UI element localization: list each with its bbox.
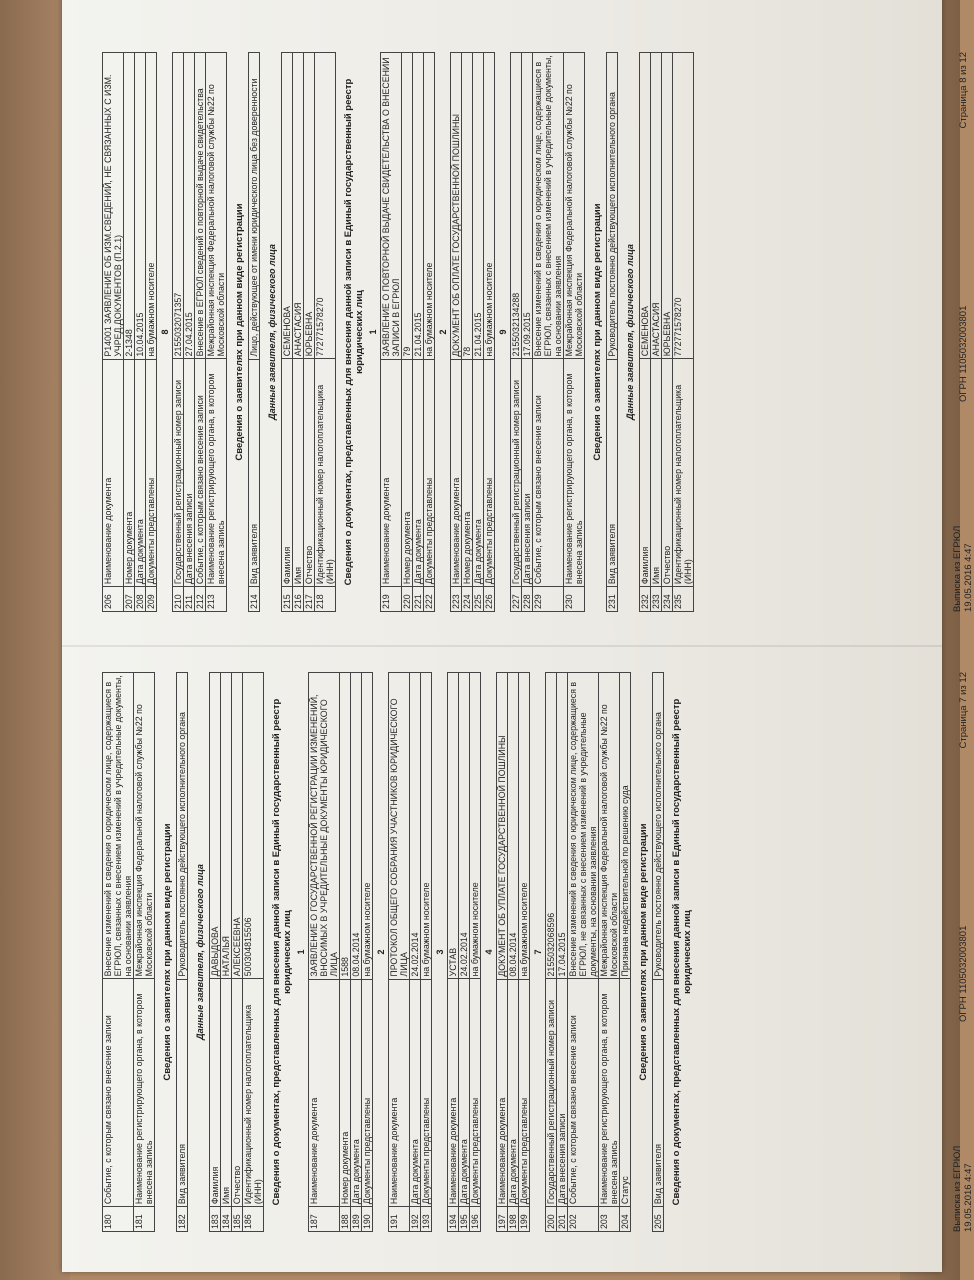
table-row — [195, 53, 206, 612]
table-row — [135, 53, 146, 612]
field-label: Наименование регистрирующего органа, в котором внесена запись — [134, 979, 155, 1207]
field-value: 2155032071357 — [173, 53, 184, 359]
section-heading: Сведения о документах, представленных для внесения данной записи в Единый государственный реестр юридических лиц — [343, 78, 365, 586]
table-row — [402, 53, 413, 612]
table-row — [653, 673, 664, 1232]
row-number: 192 — [410, 1207, 421, 1232]
footer-ogrn: ОГРН 1105032003801 — [958, 925, 969, 1022]
record-table — [496, 672, 530, 1232]
field-label: Наименование регистрирующего органа, в котором внесена запись — [599, 979, 620, 1207]
field-value: Руководитель постоянно действующего исполнительного органа — [653, 673, 664, 980]
group-number: 8 — [160, 329, 170, 335]
table-row — [662, 53, 673, 612]
field-label: Отчество — [232, 979, 243, 1207]
field-label: Событие, с которым связано внесение записи — [568, 979, 599, 1207]
field-label: Документы представлены — [146, 359, 157, 586]
field-value: 2155032134288 — [511, 53, 522, 359]
table-row — [651, 53, 662, 612]
table-row — [210, 673, 221, 1232]
subsection-heading: Данные заявителя, физического лица — [625, 244, 635, 420]
row-number: 211 — [184, 587, 195, 612]
record-table — [510, 52, 585, 612]
field-value: Межрайонная инспекция Федеральной налоговой службы №22 по Московской области — [206, 53, 227, 359]
table-row — [381, 53, 402, 612]
row-number: 208 — [135, 587, 146, 612]
row-number: 200 — [546, 1207, 557, 1232]
field-value: 772771578270 — [673, 53, 694, 359]
table-row — [206, 53, 227, 612]
row-number: 227 — [511, 587, 522, 612]
row-number: 209 — [146, 587, 157, 612]
table-row — [184, 53, 195, 612]
row-number: 196 — [470, 1207, 481, 1232]
field-label: Вид заявителя — [607, 359, 618, 586]
row-number: 230 — [564, 587, 585, 612]
row-number: 195 — [459, 1207, 470, 1232]
field-label: Государственный регистрационный номер записи — [173, 359, 184, 587]
row-number: 221 — [413, 587, 424, 612]
field-value: ДАВЫДОВА — [210, 673, 221, 979]
field-label: Дата документа — [351, 979, 362, 1206]
field-value: ДОКУМЕНТ ОБ ОПЛАТЕ ГОСУДАРСТВЕННОЙ ПОШЛИНЫ — [451, 53, 462, 360]
table-row — [173, 53, 184, 612]
page-8 — [102, 52, 974, 612]
field-label: Наименование регистрирующего органа, в котором внесена запись — [206, 359, 227, 587]
footer-title: Выписка из ЕГРЮЛ — [952, 1145, 963, 1232]
row-number: 203 — [599, 1207, 620, 1232]
row-number: 214 — [249, 587, 260, 612]
table-row — [304, 53, 315, 612]
field-value: ЗАЯВЛЕНИЕ О ПОВТОРНОЙ ВЫДАЧЕ СВИДЕТЕЛЬСТВА О ВНЕСЕНИИ ЗАПИСИ В ЕГРЮЛ — [381, 53, 402, 360]
row-number: 228 — [522, 587, 533, 612]
wooden-surface-left — [0, 0, 70, 1280]
table-row — [413, 53, 424, 612]
field-label: Идентификационный номер налогоплательщика (ИНН) — [315, 359, 336, 587]
row-number: 181 — [134, 1207, 155, 1232]
field-value: на бумажном носителе — [519, 673, 530, 980]
field-label: Имя — [221, 979, 232, 1207]
row-number: 187 — [309, 1207, 340, 1232]
field-label: Документы представлены — [362, 979, 373, 1206]
field-value: Р14001 ЗАЯВЛЕНИЕ ОБ ИЗМ.СВЕДЕНИЙ, НЕ СВЯЗАННЫХ С ИЗМ. УЧРЕД.ДОКУМЕНТОВ (П.2.1) — [103, 53, 124, 360]
field-value: ЗАЯВЛЕНИЕ О ГОСУДАРСТВЕННОЙ РЕГИСТРАЦИИ ИЗМЕНЕНИЙ, ВНОСИМЫХ В УЧРЕДИТЕЛЬНЫЕ ДОКУМЕНТЫ ЮРИДИЧЕСКОГО ЛИЦА — [309, 673, 340, 980]
record-table — [388, 672, 432, 1232]
row-number: 185 — [232, 1207, 243, 1232]
field-label: Вид заявителя — [177, 979, 188, 1206]
field-value: ПРОТОКОЛ ОБЩЕГО СОБРАНИЯ УЧАСТНИКОВ ЮРИДИЧЕСКОГО ЛИЦА — [389, 673, 410, 980]
row-number: 223 — [451, 587, 462, 612]
row-number: 183 — [210, 1207, 221, 1232]
field-value: СЕМЕНОВА — [282, 53, 293, 359]
row-number: 217 — [304, 587, 315, 612]
group-number: 1 — [296, 949, 306, 955]
field-label: Номер документа — [462, 359, 473, 586]
field-label: Имя — [651, 359, 662, 587]
field-value: 1588 — [340, 673, 351, 980]
row-number: 232 — [640, 587, 651, 612]
field-label: Дата документа — [473, 359, 484, 586]
record-table — [308, 672, 373, 1232]
table-row — [103, 673, 134, 1232]
table-row — [620, 673, 631, 1232]
table-row — [282, 53, 293, 612]
table-row — [508, 673, 519, 1232]
row-number: 202 — [568, 1207, 599, 1232]
record-table — [450, 52, 495, 612]
row-number: 197 — [497, 1207, 508, 1232]
table-row — [640, 53, 651, 612]
field-value: 500304815506 — [243, 673, 264, 979]
table-row — [564, 53, 585, 612]
table-row — [340, 673, 351, 1232]
field-label: Событие, с которым связано внесение записи — [103, 979, 134, 1207]
table-row — [519, 673, 530, 1232]
footer-extract-title — [952, 526, 974, 612]
field-label: Наименование документа — [448, 979, 459, 1207]
row-number: 180 — [103, 1207, 134, 1232]
row-number: 226 — [484, 587, 495, 612]
field-value: 17.09.2015 — [522, 53, 533, 359]
field-label: Номер документа — [340, 979, 351, 1206]
field-value: АНАСТАСИЯ — [651, 53, 662, 359]
field-label: Наименование документа — [389, 979, 410, 1207]
group-number: 2 — [376, 949, 386, 955]
row-number: 224 — [462, 587, 473, 612]
row-number: 205 — [653, 1207, 664, 1232]
field-label: Дата внесения записи — [557, 979, 568, 1207]
field-label: Идентификационный номер налогоплательщика (ИНН) — [243, 979, 264, 1207]
field-value: 10.04.2015 — [135, 53, 146, 360]
section-heading: Сведения о заявителях при данном виде регистрации — [638, 823, 649, 1081]
field-value: ЮРЬЕВНА — [304, 53, 315, 359]
field-label: Фамилия — [210, 979, 221, 1207]
field-value: СЕМЕНОВА — [640, 53, 651, 359]
field-label: Документы представлены — [421, 979, 432, 1207]
field-value: на бумажном носителе — [470, 673, 481, 979]
row-number: 182 — [177, 1207, 188, 1232]
subsection-heading: Данные заявителя, физического лица — [195, 864, 205, 1040]
group-number: 7 — [533, 949, 543, 955]
field-label: Документы представлены — [424, 359, 435, 587]
row-number: 233 — [651, 587, 662, 612]
table-row — [424, 53, 435, 612]
field-value: АНАСТАСИЯ — [293, 53, 304, 359]
field-value: УСТАВ — [448, 673, 459, 979]
field-value: Руководитель постоянно действующего исполнительного органа — [177, 673, 188, 980]
field-value: 21.04.2015 — [413, 53, 424, 360]
table-row — [389, 673, 410, 1232]
field-label: Вид заявителя — [653, 979, 664, 1206]
field-label: Дата документа — [459, 979, 470, 1207]
field-value: 08.04.2014 — [508, 673, 519, 980]
table-row — [607, 53, 618, 612]
row-number: 191 — [389, 1207, 410, 1232]
field-value: НАТАЛЬЯ — [221, 673, 232, 979]
table-row — [410, 673, 421, 1232]
field-label: Государственный регистрационный номер записи — [511, 359, 522, 587]
field-label: Вид заявителя — [249, 359, 260, 586]
field-label: Наименование регистрирующего органа, в котором внесена запись — [564, 359, 585, 587]
record-table — [172, 52, 227, 612]
table-row — [522, 53, 533, 612]
record-table — [545, 672, 631, 1232]
row-number: 204 — [620, 1207, 631, 1232]
row-number: 206 — [103, 587, 124, 612]
table-row — [448, 673, 459, 1232]
group-number: 4 — [484, 949, 494, 955]
table-row — [497, 673, 508, 1232]
page-8-content — [102, 52, 694, 612]
row-number: 220 — [402, 587, 413, 612]
row-number: 231 — [607, 587, 618, 612]
table-row — [473, 53, 484, 612]
page-7-content — [102, 672, 693, 1232]
field-label: Наименование документа — [451, 359, 462, 586]
field-label: Событие, с которым связано внесение записи — [533, 359, 564, 587]
group-number: 3 — [435, 949, 445, 955]
section-heading: Сведения о документах, представленных для внесения данной записи в Единый государственный реестр юридических лиц — [671, 698, 693, 1206]
table-row — [221, 673, 232, 1232]
field-label: Дата документа — [413, 359, 424, 587]
table-row — [459, 673, 470, 1232]
table-row — [533, 53, 564, 612]
field-value: 78 — [462, 53, 473, 360]
field-label: Дата внесения записи — [522, 359, 533, 587]
footer-page-number: Страница 8 из 12 — [958, 52, 969, 129]
page-fold-line — [62, 645, 942, 647]
field-label: Фамилия — [282, 359, 293, 587]
field-value: Внесение изменений в сведения о юридическом лице, содержащиеся в ЕГРЮЛ, связанных с внесением изменений в учредительные документы, на основании заявления — [533, 53, 564, 359]
table-row — [243, 673, 264, 1232]
row-number: 213 — [206, 587, 227, 612]
field-label: Документы представлены — [519, 979, 530, 1206]
field-label: Дата внесения записи — [184, 359, 195, 587]
section-heading: Сведения о заявителях при данном виде регистрации — [592, 203, 603, 461]
footer-datetime: 19.05.2016 4:47 — [963, 1163, 974, 1232]
row-number: 219 — [381, 587, 402, 612]
row-number: 186 — [243, 1207, 264, 1232]
group-number: 2 — [438, 329, 448, 335]
group-number: 9 — [498, 329, 508, 335]
row-number: 229 — [533, 587, 564, 612]
table-row — [421, 673, 432, 1232]
field-value: 2155032068596 — [546, 673, 557, 979]
field-value: на бумажном носителе — [424, 53, 435, 360]
field-value: ДОКУМЕНТ ОБ УПЛАТЕ ГОСУДАРСТВЕННОЙ ПОШЛИНЫ — [497, 673, 508, 980]
row-number: 210 — [173, 587, 184, 612]
field-value: Лицо, действующее от имени юридического лица без доверенности — [249, 53, 260, 360]
table-row — [309, 673, 340, 1232]
field-value: на бумажном носителе — [484, 53, 495, 360]
field-value: АЛЕКСЕЕВНА — [232, 673, 243, 979]
row-number: 193 — [421, 1207, 432, 1232]
table-row — [362, 673, 373, 1232]
record-table — [447, 672, 481, 1232]
footer-datetime: 19.05.2016 4:47 — [963, 543, 974, 612]
table-row — [546, 673, 557, 1232]
field-label: Наименование документа — [103, 359, 124, 586]
table-row — [134, 673, 155, 1232]
row-number: 215 — [282, 587, 293, 612]
field-value: Межрайонная инспекция Федеральной налоговой службы №22 по Московской области — [564, 53, 585, 359]
record-table — [380, 52, 435, 612]
record-table — [652, 672, 664, 1232]
field-value: 27.04.2015 — [184, 53, 195, 359]
table-row — [146, 53, 157, 612]
field-value: 79 — [402, 53, 413, 360]
row-number: 201 — [557, 1207, 568, 1232]
field-label: Отчество — [304, 359, 315, 587]
field-label: Документы представлены — [470, 979, 481, 1207]
group-number: 1 — [368, 329, 378, 335]
table-row — [103, 53, 124, 612]
table-row — [315, 53, 336, 612]
section-heading: Сведения о документах, представленных для внесения данной записи в Единый государственный реестр юридических лиц — [271, 698, 293, 1206]
table-row — [511, 53, 522, 612]
row-number: 218 — [315, 587, 336, 612]
row-number: 194 — [448, 1207, 459, 1232]
field-value: 24.02.2014 — [410, 673, 421, 980]
field-label: Фамилия — [640, 359, 651, 587]
row-number: 207 — [124, 587, 135, 612]
field-label: Номер документа — [402, 359, 413, 587]
field-value: Межрайонная инспекция Федеральной налоговой службы №22 по Московской области — [134, 673, 155, 979]
field-value: на бумажном носителе — [421, 673, 432, 980]
field-value: Внесение в ЕГРЮЛ сведений о повторной выдаче свидетельства — [195, 53, 206, 359]
field-value: 772771578270 — [315, 53, 336, 359]
record-table — [102, 672, 155, 1232]
field-label: Наименование документа — [309, 979, 340, 1206]
field-label: Документы представлены — [484, 359, 495, 586]
table-row — [451, 53, 462, 612]
field-label: Номер документа — [124, 359, 135, 586]
table-row — [599, 673, 620, 1232]
field-value: Внесение изменений в сведения о юридическом лице, содержащиеся в ЕГРЮЛ, не связанных с внесением изменений в учредительные документы, на основании заявления — [568, 673, 599, 979]
field-value: Признана недействительной по решению суда — [620, 673, 631, 979]
field-value: 24.02.2014 — [459, 673, 470, 979]
record-table — [176, 672, 188, 1232]
section-heading: Сведения о заявителях при данном виде регистрации — [162, 823, 173, 1081]
field-label: Дата документа — [135, 359, 146, 586]
field-value: Руководитель постоянно действующего исполнительного органа — [607, 53, 618, 360]
section-heading: Сведения о заявителях при данном виде регистрации — [234, 203, 245, 461]
table-row — [232, 673, 243, 1232]
field-label: Событие, с которым связано внесение записи — [195, 359, 206, 587]
field-value: Внесение изменений в сведения о юридическом лице, содержащиеся в ЕГРЮЛ, связанных с внесением изменений в учредительные документы, на основании заявления — [103, 673, 134, 979]
record-table — [281, 52, 336, 612]
table-row — [351, 673, 362, 1232]
row-number: 190 — [362, 1207, 373, 1232]
table-row — [124, 53, 135, 612]
row-number: 222 — [424, 587, 435, 612]
table-row — [470, 673, 481, 1232]
row-number: 188 — [340, 1207, 351, 1232]
record-table — [606, 52, 618, 612]
record-table — [248, 52, 260, 612]
record-table — [209, 672, 264, 1232]
field-value: на бумажном носителе — [146, 53, 157, 360]
field-value: 2-1348 — [124, 53, 135, 360]
field-label: Статус — [620, 979, 631, 1207]
row-number: 212 — [195, 587, 206, 612]
table-row — [673, 53, 694, 612]
field-label: Наименование документа — [497, 979, 508, 1206]
field-label: Дата документа — [508, 979, 519, 1206]
field-value: 17.04.2015 — [557, 673, 568, 979]
table-row — [462, 53, 473, 612]
field-value: ЮРЬЕВНА — [662, 53, 673, 359]
row-number: 184 — [221, 1207, 232, 1232]
table-row — [177, 673, 188, 1232]
row-number: 235 — [673, 587, 694, 612]
subsection-heading: Данные заявителя, физического лица — [267, 244, 277, 420]
field-label: Отчество — [662, 359, 673, 587]
field-value: на бумажном носителе — [362, 673, 373, 980]
field-label: Имя — [293, 359, 304, 587]
page-7 — [102, 672, 974, 1232]
field-label: Дата документа — [410, 979, 421, 1207]
record-table — [102, 52, 157, 612]
row-number: 234 — [662, 587, 673, 612]
field-label: Идентификационный номер налогоплательщика (ИНН) — [673, 359, 694, 587]
row-number: 216 — [293, 587, 304, 612]
footer-ogrn: ОГРН 1105032003801 — [958, 305, 969, 402]
table-row — [249, 53, 260, 612]
field-label: Государственный регистрационный номер записи — [546, 979, 557, 1207]
footer-title: Выписка из ЕГРЮЛ — [952, 525, 963, 612]
field-value: Межрайонная инспекция Федеральной налоговой службы №22 по Московской области — [599, 673, 620, 979]
field-value: 21.04.2015 — [473, 53, 484, 360]
table-row — [568, 673, 599, 1232]
printed-sheet — [62, 0, 974, 1272]
footer-extract-title — [952, 1146, 974, 1232]
footer-page-number: Страница 7 из 12 — [958, 672, 969, 749]
row-number: 199 — [519, 1207, 530, 1232]
field-label: Наименование документа — [381, 359, 402, 587]
row-number: 189 — [351, 1207, 362, 1232]
table-row — [484, 53, 495, 612]
field-value: 08.04.2014 — [351, 673, 362, 980]
record-table — [639, 52, 694, 612]
table-row — [293, 53, 304, 612]
table-row — [557, 673, 568, 1232]
row-number: 225 — [473, 587, 484, 612]
row-number: 198 — [508, 1207, 519, 1232]
